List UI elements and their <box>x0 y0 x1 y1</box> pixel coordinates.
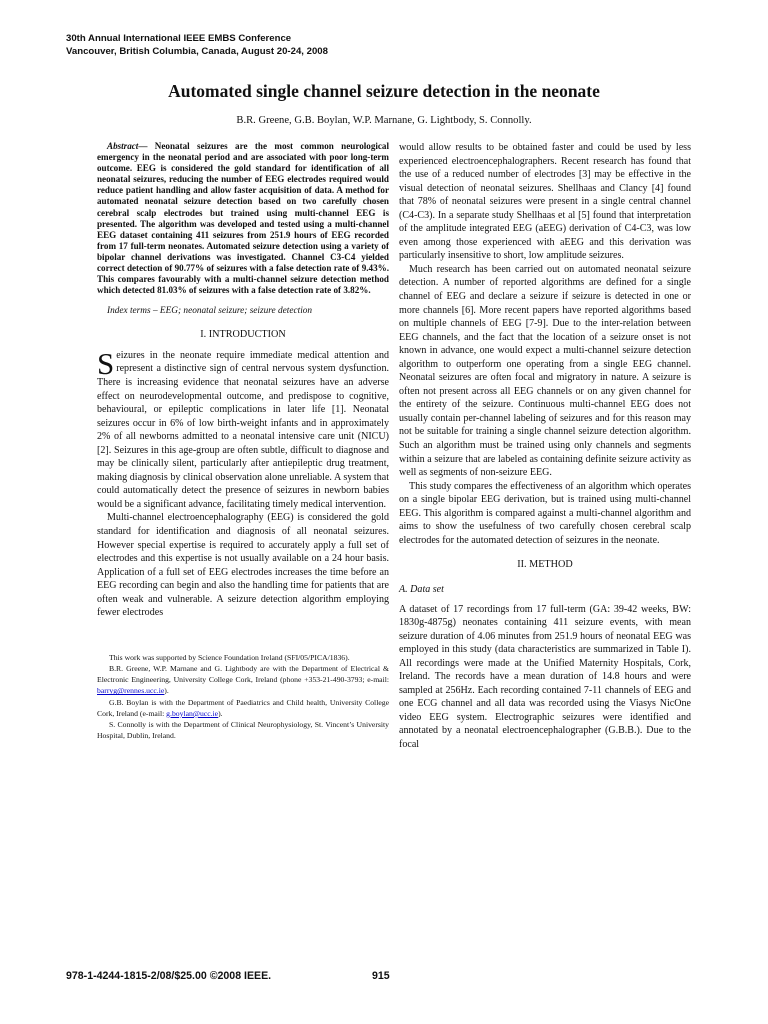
footnotes <box>97 652 389 742</box>
left-column <box>97 141 389 741</box>
footnote-affiliation-3: S. Connolly is with the Department of Clinical Neurophysiology, St. Vincent’s University Hospital, Dublin, Ireland. <box>97 720 389 741</box>
intro-paragraph-4: Much research has been carried out on automated neonatal seizure detection. A number of reported algorithms are defined for a single channel of EEG and declare a seizure if seizure is detected in one or more channels [6]. More recent papers have reported algorithms based on multiple channels of EEG [7-9]. Due to the inter-relation between EEG channels, and the fact that the location of a seizure onset is not known in advance, one would expect a multi-channel seizure detection algorithm to outperform one operating from a single EEG channel. Neonatal seizures are often focal and migratory in nature. A seizure is often not present across all EEG channels or on any given channel for the entirety of the seizure. Continuous multi-channel EEG does not usually contain per-channel labeling of seizures and for this reason may not be suitable for training a single channel seizure detection algorithm. Such an algorithm must be trained using only channels and segments within a seizure that are labeled as containing definite seizure activity as well as segments of non-seizure EEG. <box>399 263 691 479</box>
conference-header <box>66 32 328 58</box>
abstract <box>97 141 389 296</box>
right-column <box>399 141 691 752</box>
index-terms: Index terms – EEG; neonatal seizure; seizure detection <box>107 306 313 317</box>
email-link-boylan[interactable]: g.boylan@ucc.ie <box>166 708 219 718</box>
footnote-affiliation-1-text: B.R. Greene, W.P. Marnane and G. Lightbody are with the Department of Electrical & Electronic Engineering, University College Cork, Ireland (phone +353-21-490-3793; e-mail: <box>97 664 389 685</box>
method-paragraph-1: A dataset of 17 recordings from 17 full-term (GA: 39-42 weeks, BW: 1830g-4875g) neonates containing 411 seizure events, with mean seizure duration of 4.06 minutes from 251.9 hours of neonatal EEG was employed in this study (data characteristics are summarized in Table I). All recordings were made at the Unified Maternity Hospitals, Cork, Ireland. The records have a mean duration of 14.8 hours and were sampled at 256Hz. Each recording contained 7-11 channels of EEG and one ECG channel and all data was recorded using the Viasys NicOne video EEG system. Electrographic seizures were identified and annotated by a neonatal electroencephalographer (G.B.B.). Due to the focal <box>399 603 691 750</box>
abstract-text: Neonatal seizures are the most common neurological emergency in the neonatal period and are associated with poor long-term outcome. EEG is considered the gold standard for identification of all neonatal seizures, reducing the number of EEG electrodes required would reduce patient handling and allow faster acquisition of data. A method for automated neonatal seizure detection based on two carefully chosen cerebral scalp electrodes but trained using multi-channel EEG is presented. The algorithm was developed and tested using a multi-channel EEG dataset containing 411 seizures from 251.9 hours of EEG recorded from 17 full-term neonates. Automated seizure detection using a variety of bipolar channel derivations was investigated. Channel C3-C4 yielded correct detection of 90.77% of seizures with a false detection rate of 9.43%. This compares favourably with a multi-channel seizure detection method which detected 81.03% of seizures with a false detection rate of 3.82%. <box>97 141 389 296</box>
intro-paragraph-3: would allow results to be obtained faster and could be used by less experienced electroencephalographers. Recent research has found that the use of a reduced number of electrodes [3] may be effective in the visual detection of neonatal seizures. Shellhaas and Clancy [4] found that 78% of neonatal seizures were present in a single central channel (C4-C3). In a separate study Shellhaas et al [5] found that interpretation of the amplitude integrated EEG (aEEG) derivation of C4-C3, was low even among those experienced with aEEG and this derivation was particularly insensitive to short, low amplitude seizures. <box>399 142 691 262</box>
intro-paragraph-5: This study compares the effectiveness of an algorithm which operates on a single bipolar EEG derivation, but is trained using multi-channel EEG. This algorithm is compared against a multi-channel algorithm and aims to show the usefulness of two carefully chosen cerebral scalp electrodes for the automated detection of seizures in the neonate. <box>399 480 691 546</box>
subsection-heading-data-set: A. Data set <box>399 583 444 595</box>
footnote-affiliation-1-end: ). <box>164 686 169 696</box>
abstract-label: Abstract <box>107 141 139 151</box>
drop-cap: S <box>97 345 115 381</box>
intro-paragraph-1-text: eizures in the neonate require immediate medical attention and represent a distinctive sign of central nervous system dysfunction. There is increasing evidence that neonatal seizures have an adverse effect on neurodevelopmental outcome, and predispose to cognitive, behavioural, or epileptic complications in later life [1]. Neonatal seizures occur in 6% of low birth-weight infants and in approximately 2% of all newborns admitted to a neonatal intensive care unit (NICU) [2]. Seizures in this age-group are often subtle, difficult to diagnose and may be clinically silent, particularly after antiepileptic drug treatment, making diagnosis by clinical observation alone unreliable. A system that could automatically detect the presence of seizures in newborn babies would be a significant advance, facilitating timely medical intervention. <box>97 349 389 510</box>
footnote-affiliation-1 <box>97 663 389 697</box>
section-heading-method: II. METHOD <box>517 559 573 571</box>
intro-paragraph-2: Multi-channel electroencephalography (EEG) is considered the gold standard for identification and diagnosis of all neonatal seizures. However special expertise is required to accurately apply a full set of electrodes and this expertise is not usually available on a 24 hour basis. Application of a full set of EEG electrodes increases the time before an EEG recording can begin and also the handling time for patients that are often weak and vulnerable. A seizure detection algorithm employing fewer electrodes <box>97 512 389 619</box>
conference-name: 30th Annual International IEEE EMBS Conference <box>66 33 292 44</box>
author-list: B.R. Greene, G.B. Boylan, W.P. Marnane, G. Lightbody, S. Connolly. <box>236 115 532 126</box>
footnote-affiliation-2-text: G.B. Boylan is with the Department of Paediatrics and Child health, University College Cork, Ireland (e-mail: <box>97 697 389 718</box>
abstract-dash: — <box>138 141 148 151</box>
section-heading-introduction: I. INTRODUCTION <box>200 329 286 341</box>
paper-title: Automated single channel seizure detection in the neonate <box>168 81 600 101</box>
email-link-greene[interactable]: barryg@rennes.ucc.ie <box>97 686 165 696</box>
footnote-affiliation-2 <box>97 697 389 719</box>
footnote-funding: This work was supported by Science Foundation Ireland (SFI/05/PICA/1836). <box>109 652 350 662</box>
page-number: 915 <box>372 970 390 982</box>
footnote-affiliation-2-end: ). <box>218 708 223 718</box>
intro-paragraph-1 <box>97 345 389 512</box>
isbn-copyright: 978-1-4244-1815-2/08/$25.00 ©2008 IEEE. <box>66 970 272 982</box>
conference-location: Vancouver, British Columbia, Canada, August 20-24, 2008 <box>66 46 328 57</box>
